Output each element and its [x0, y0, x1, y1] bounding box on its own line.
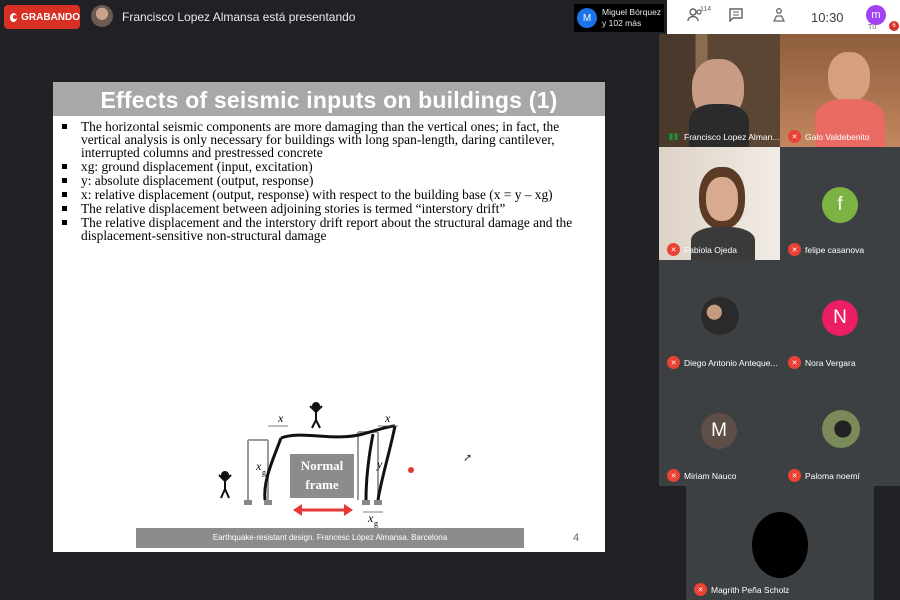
base-plate [244, 500, 252, 505]
participant-tile[interactable] [780, 34, 900, 147]
slide-bullets [59, 120, 599, 243]
participant-body [691, 227, 755, 260]
normal-frame-label: frame [305, 477, 339, 492]
participant-initial-avatar: M [701, 413, 737, 449]
mic-off-icon: ✕ [788, 356, 801, 369]
participant-name: Galo Valdebenito [805, 132, 870, 142]
label-x: x [385, 411, 391, 425]
bullet-item: The horizontal seismic components are more damaging than the vertical ones; in fact, the vertical analysis is only necessary for buildings with long span-length, daring cantilever, interrupted columns and prestressed concrete [59, 120, 599, 159]
participant-tile[interactable] [780, 147, 900, 260]
person-figure [310, 403, 322, 428]
you-label: Tú [868, 24, 877, 31]
slide-page-number: 4 [573, 532, 580, 544]
participant-name: Magrith Peña Scholz [711, 585, 790, 595]
mic-off-icon: ✕ [667, 469, 680, 482]
mouse-cursor-icon: ➚ [463, 452, 473, 464]
bullet-item: x: relative displacement (output, response) with respect to the building base (x = y – xg) [59, 188, 599, 201]
slide-title: Effects of seismic inputs on buildings (1) [53, 82, 605, 116]
mic-off-icon: ✕ [788, 130, 801, 143]
participant-face [706, 177, 738, 221]
activities-icon[interactable] [770, 8, 788, 26]
speaking-icon: ▮▮ [668, 131, 679, 141]
participants-chip[interactable] [574, 4, 664, 32]
bullet-item: The relative displacement between adjoining stories is termed “interstory drift” [59, 202, 599, 215]
participant-initial-avatar: f [822, 187, 858, 223]
participant-tile[interactable] [659, 147, 780, 260]
label-xg: x [256, 459, 262, 473]
presenter-avatar [91, 5, 113, 27]
top-bar [0, 0, 900, 34]
participant-name: Francisco Lopez Alman... [684, 132, 780, 142]
participant-name: Miriam Nauco [684, 471, 737, 481]
mic-off-icon: ✕ [788, 469, 801, 482]
participant-name: Paloma noemí [805, 471, 860, 481]
participant-name: Diego Antonio Anteque... [684, 358, 778, 368]
bullet-item: xg: ground displacement (input, excitation) [59, 160, 599, 173]
participant-tile[interactable] [659, 34, 780, 147]
mic-off-icon: ✕ [667, 356, 680, 369]
base-plate [362, 500, 370, 505]
bullet-item: y: absolute displacement (output, response) [59, 174, 599, 187]
participant-name: felipe casanova [805, 245, 865, 255]
participant-face [828, 52, 870, 102]
your-avatar[interactable]: m [866, 5, 886, 25]
participant-photo [752, 512, 808, 578]
slide [53, 82, 605, 552]
participant-avatar: M [577, 8, 597, 28]
participant-tile[interactable] [686, 486, 874, 600]
people-count: 114 [700, 6, 712, 13]
recording-label: GRABANDO [21, 11, 80, 23]
person-figure [219, 472, 231, 498]
participant-photo [822, 410, 860, 448]
label-xg-sub: g [262, 468, 266, 477]
participant-tile[interactable] [780, 260, 900, 373]
label-x: x [278, 411, 284, 425]
label-y: y [377, 457, 383, 471]
participant-tile[interactable] [780, 373, 900, 486]
participant-name: Miguel Bórquez [602, 7, 662, 17]
bullet-item: The relative displacement and the interstory drift report about the structural damage and the displacement-sensitive non-structural damage [59, 216, 599, 242]
base-plate [374, 500, 382, 505]
normal-frame-label: Normal [300, 458, 344, 473]
presenting-text: Francisco Lopez Almansa está presentando [122, 10, 356, 24]
mic-off-icon: ✕ [788, 243, 801, 256]
participant-initial-avatar: N [822, 300, 858, 336]
participant-tile[interactable] [659, 260, 780, 373]
shaking-arrow [293, 504, 353, 516]
chat-icon[interactable] [727, 8, 745, 26]
pointer-dot [408, 467, 414, 473]
participant-tile[interactable] [659, 373, 780, 486]
recording-indicator [4, 5, 80, 29]
mic-off-icon: ✕ [694, 583, 707, 596]
slide-footer: Earthquake-resistant design. Francesc López Almansa. Barcelona [136, 528, 524, 548]
base-plate [264, 500, 272, 505]
notification-badge: 6 [889, 21, 899, 31]
label-xg-sub: g [374, 519, 378, 528]
participant-name: Nora Vergara [805, 358, 856, 368]
record-icon [10, 13, 17, 22]
participant-name: Fabiola Ojeda [684, 245, 737, 255]
building-frame-diagram [203, 400, 463, 528]
mic-off-icon: ✕ [667, 243, 680, 256]
clock: 10:30 [811, 10, 844, 25]
label-xg: x [368, 511, 374, 525]
participant-more: y 102 más [602, 18, 642, 28]
participant-photo [701, 297, 739, 335]
